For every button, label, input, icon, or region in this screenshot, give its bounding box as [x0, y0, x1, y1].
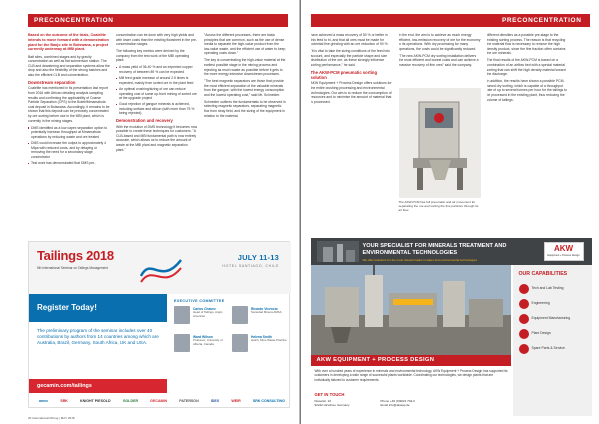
section-banner: PRECONCENTRATION: [311, 14, 590, 27]
capability-item: [519, 328, 587, 341]
speaker-name: Helena Smith: [251, 335, 272, 339]
paragraph: have achieved a mass recovery of 50 % or better in this feed to bi, and that all ores must be made for potential fine grinding with an ore reduction of 90 %.: [310, 33, 389, 47]
logo-main: AKW: [553, 244, 574, 253]
capability-label: Plant Design: [531, 331, 551, 335]
article-intro: Based on the outcome of the trials, Coalelite intends to move forward with a demonstration plant for the Banjo site in Botswana, a project currently underway at MBI plant.: [28, 33, 109, 52]
akw-advert[interactable]: [311, 238, 592, 416]
wave-logo-icon: [139, 246, 183, 290]
article-column-1: [311, 33, 393, 107]
company-name: AKW EQUIPMENT + PROCESS DESIGN: [311, 355, 511, 366]
capability-label: Equipment Manufacturing: [531, 316, 571, 320]
bullet-item: Good rejection of gangue minerals is achieved, including surface and silicon (with more than 75 % being rejected).: [116, 102, 198, 116]
bullet-item: DMS could increase the output to approximately 4 Mtpa with reduced costs, and by delaying or removing the need for a secondary stage concentrator: [28, 141, 110, 159]
gear-icon: [519, 299, 529, 309]
sponsor-logo: IDEX: [210, 399, 220, 403]
sponsor-logo: GOLDER: [122, 399, 139, 403]
section-banner: PRECONCENTRATION: [28, 14, 288, 27]
capability-item: [519, 343, 587, 356]
capabilities-heading: OUR CAPABILITIES: [518, 271, 568, 277]
paragraph: Batt sites, combined stages and by gravity concentration as well as flat submersion station. The CLB and dewatering and separation systems allow the drop and also the flexibility of the strong batches and also the efficient CLB and concentration.: [28, 54, 110, 77]
advert-header: [311, 238, 592, 265]
address-line: 92242 Hirschau, Germany: [314, 403, 350, 407]
paragraph: Coalelite has mentioned in its presentation last report from 2016 with African detailing analysis sampling results and confirming the applicability of Coarse Particle Separation (CPS) to the Boteti/Mmamabula coal deposit in Botswana. Accordingly, it remains to be shown that this deposit can be precisely concentrated by ore sorting before use in the MBI plant, which is currently in the mining stages.: [28, 86, 110, 123]
sponsor-logo: GECAMIN: [150, 399, 168, 403]
bullet-item: DMS identified as a low capex separation option to potentially increase throughput at Mmamabula operations by reducing waste and ore treated: [28, 126, 110, 140]
right-page: [301, 0, 599, 424]
industrial-plant-icon: [317, 241, 359, 262]
advert-body: The preliminary program of the seminar includes over 40 contributions by authors from 14 countries among which are Australia, Brazil, Germany, South Africa, UK and USA.: [37, 328, 159, 345]
speaker-card: [174, 334, 232, 354]
sponsor-logo: KNIGHT PIESOLD: [80, 399, 111, 403]
paragraph: With the evolution of DMS technology it becomes now possible to create these techniques for customers. "A CLB-based and MBI fundamental path is now entirely accurate, which allows us to reduce the amount of waste at the MBI plant and magnetic separation plant.": [116, 124, 198, 152]
event-venue: HOTEL SANTIAGO, CHILE: [222, 264, 279, 268]
page-folio: 20 International Mining | MAY 2018: [28, 416, 75, 420]
contact-address: [315, 399, 350, 407]
subheading: The AKW-PCM pneumatic sorting solution: [310, 69, 378, 80]
speaker-role: Hatch, Mine Waste Practice: [251, 338, 287, 342]
speaker-avatar: [232, 334, 248, 352]
paragraph: The following key metrics were derived by the company from the test work of the MBI operating plant:: [116, 49, 190, 63]
equipment-photo: [399, 88, 481, 198]
capability-item: [519, 313, 587, 326]
speaker-card: [232, 306, 290, 326]
sponsor-logo: PATERSON: [179, 399, 199, 403]
speaker-avatar: [174, 334, 190, 352]
email-link[interactable]: Email info@akwap.de: [380, 403, 410, 407]
wrench-icon: [519, 314, 529, 324]
capability-item: [519, 298, 587, 311]
photo-caption: The AKW-PCM has full pneumatic and air movement for separating the ore and sorting the fine particles through its air flow.: [398, 200, 479, 212]
speaker-card: [232, 334, 290, 354]
advert-tagline: We offer solutions for the most relevant tasks in water and environmental technologies: [362, 258, 477, 262]
sorting-machine-image: [399, 88, 481, 198]
company-description: With over a hundred years of experience in minerals and environmental technology, AKW Equipment + Process Design has supported its customers in developing a wide range of successful plants worldwide. Coordinating our technologies, we design plants that are individually tailored to customer requirements.: [314, 369, 508, 382]
logo-sub: Equipment + Process Design: [547, 254, 580, 257]
capability-label: Tech and Lab Testing: [531, 286, 564, 290]
speaker-name: Ward Wilson: [193, 335, 213, 339]
paragraph: The key is concentrating the high-value material at the earliest possible stage in the mining process and rejecting as much waste as possible before it gets to the more energy intensive downstream processes.: [204, 58, 286, 77]
phone-text: Phone +49 (0)9622 703-0: [380, 399, 415, 403]
capability-label: Engineering: [531, 301, 550, 305]
speaker-avatar: [174, 306, 190, 324]
article-column-2: [116, 33, 198, 167]
sponsor-logo: WEIR: [231, 399, 241, 403]
contact-heading: GET IN TOUCH: [314, 392, 345, 397]
page-gutter: [299, 0, 300, 424]
event-date: JULY 11-13: [237, 253, 279, 262]
paragraph: "The new AKW-PCM dry sorting installation delivers the most efficient and lowest costs and can achieve a massive recovery of fine ores" said the company.: [398, 53, 479, 67]
paragraph: Schneider outlines the fundamentals to be observed in selecting magnetic separators, separating magnetic flux from stray field, and the sizing of the equipment in relation to the material.: [204, 99, 286, 118]
subheading: Demonstration and recovery: [116, 118, 173, 124]
factory-icon: [519, 329, 529, 339]
tailings-advert[interactable]: [28, 241, 290, 408]
bullet-item: A mass yield of 36-40 % and an expected copper recovery of between 89 % can be expected: [116, 65, 198, 74]
paragraph: "Across the different processes, there are basic principles that are common, such as the use of dense media to separate the high-value product from the low-value waste, and the efficient use of water to keep operating costs down.": [204, 33, 286, 56]
speaker-role: Professor, University of Alberta, Canada: [193, 338, 223, 346]
paragraph: In the end, the aim is to achieve as much energy efficient, low-emission recovery of ore for the economy in its operations. With dry processing for many operations, the costs could be significantly reduced.: [398, 33, 481, 51]
speaker-avatar: [232, 306, 248, 324]
paragraph: The final results of the AKW-PCM is based on a combination of an airflow bed with a special material sorting that can shift the high density material toward the discharge.: [486, 58, 566, 77]
paragraph: concentration can be done with very high yields and with lower costs than the existing flowsheet in the pre-concentration stages.: [116, 33, 198, 47]
bullet-item: An optimal crushing/sizing of ore can reduce operating cost of some up-front mining of sorted ore at the upgrade project: [116, 87, 198, 101]
event-url-link[interactable]: gecamin.com/tailings: [29, 379, 167, 393]
event-subtitle: 5th International Seminar on Tailings Management: [37, 266, 108, 270]
processing-plant-image: [311, 265, 511, 355]
event-title: Tailings 2018: [37, 248, 114, 263]
bullet-item: Test work has demonstrated that DMS pre-: [28, 161, 110, 166]
tools-icon: [519, 344, 529, 354]
bullet-list: [28, 126, 110, 166]
paragraph: different densities as a possible pre-stage to the existing sorting process. The reason is that recycling the material flow is necessary to remove the high density product, since the fine fraction often contains the ore minerals.: [486, 33, 566, 56]
article-column-3: [204, 33, 286, 167]
advert-header: [29, 242, 291, 294]
speakers-heading: EXECUTIVE COMMITTEE: [174, 299, 225, 303]
capability-item: [519, 283, 587, 296]
flask-icon: [519, 284, 529, 294]
sponsor-logos: [37, 395, 287, 407]
subheading: Downstream separation: [28, 79, 76, 85]
bullet-item: Mill feed grade increase of around 2.5 times is expected, mainly from sorted ore in the plant feed: [116, 76, 198, 85]
akw-logo: [544, 242, 584, 261]
advert-headline: YOUR SPECIALIST FOR MINERALS TREATMENT AND ENVIRONMENTAL TECHNOLOGIES: [362, 243, 507, 256]
speaker-name: Ricardo Vicencio: [251, 307, 278, 311]
article-columns: [28, 33, 286, 167]
paragraph: AKW Equipment + Process Design offers solutions for the entire crushing processing and environmental technologies. Our aim is to reduce the consumption of resources and to minimise the amount of material that is processed.: [310, 81, 392, 104]
speaker-role: Sociedad Minera AMSA: [251, 310, 282, 314]
left-page: [0, 0, 299, 424]
paragraph: "The best magnetic separators are those that provide the most efficient separation of the valuable minerals from the gangue, with the lowest energy consumption and the lowest operating cost," said Mr. Schneider.: [204, 79, 285, 97]
sponsor-logo: amec: [39, 399, 49, 403]
speaker-card: [174, 306, 232, 326]
contact-details: [381, 399, 415, 407]
article-column-1: [28, 33, 110, 167]
article-column-3: [487, 33, 569, 107]
capability-label: Spare Parts & Service: [531, 346, 565, 350]
sponsor-logo: SRK: [60, 399, 68, 403]
speaker-name: Carlos Chavez: [193, 307, 216, 311]
address-line: Dieselstr. 10: [314, 399, 332, 403]
capabilities-panel: [513, 265, 592, 416]
paragraph: In addition, the results have shown a possible PCM-based dry sorting, which is capable of a throughput rate of up to several tonnes per hour for the tailings to be processed in the existing plant, thus reducing the volume of tailings.: [486, 79, 567, 102]
sponsor-logo: SRK CONSULTING: [252, 399, 285, 403]
register-button[interactable]: Register Today!: [29, 294, 167, 322]
plant-photo: [311, 265, 511, 355]
paragraph: "It is vital to take the sizing conditions of the feed into account, and especially the particle shape and size distribution of the ore, as these strongly influence sorting performance," he said.: [310, 49, 390, 67]
speaker-role: Head of Tailings, Anglo American: [193, 310, 223, 318]
bullet-list: [116, 65, 198, 116]
